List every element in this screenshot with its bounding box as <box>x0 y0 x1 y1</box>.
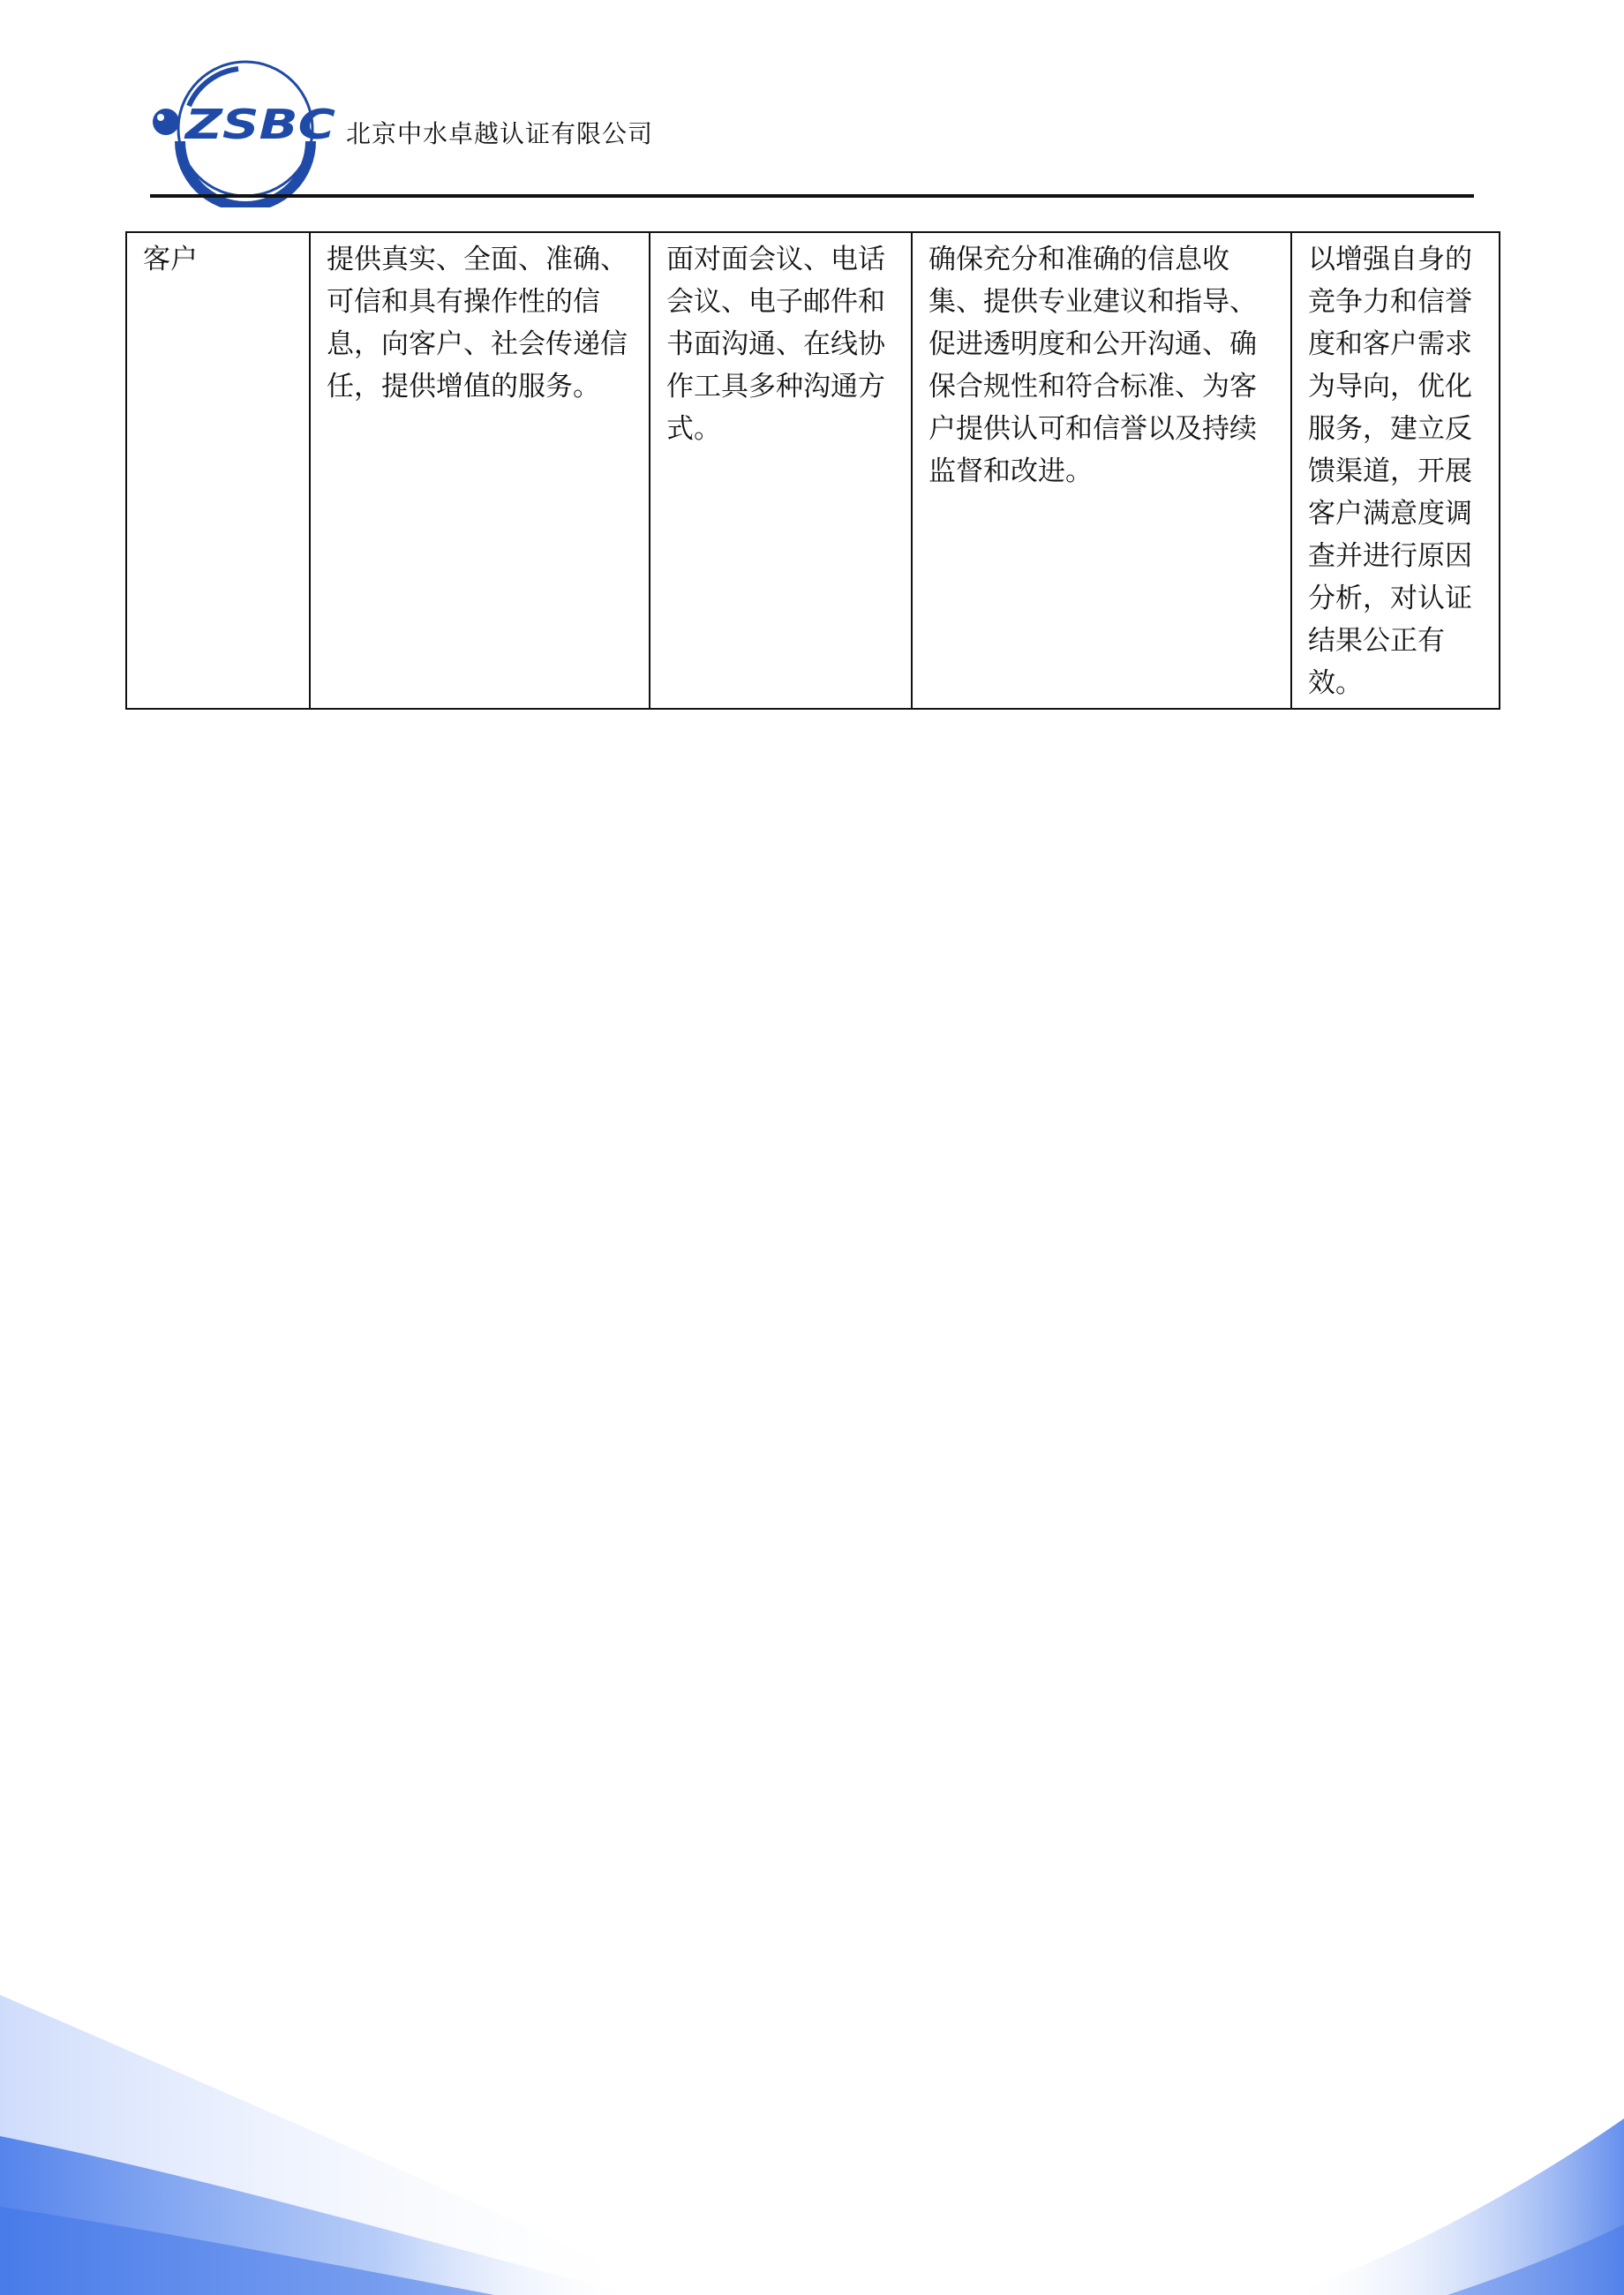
stakeholder-table <box>125 231 1500 710</box>
table-cell-requirement: 提供真实、全面、准确、可信和具有操作性的信息，向客户、社会传递信任，提供增值的服务。 <box>310 232 650 709</box>
logo-text: ZSBC <box>183 101 335 148</box>
company-name: 北京中水卓越认证有限公司 <box>346 119 654 148</box>
table-cell-response: 以增强自身的竞争力和信誉度和客户需求为导向，优化服务，建立反馈渠道，开展客户满意度调查并进行原因分析，对认证结果公正有效。 <box>1291 232 1500 709</box>
table-row <box>126 232 1500 709</box>
zsbc-logo <box>150 53 335 207</box>
table-cell-stakeholder: 客户 <box>126 232 310 709</box>
page-header <box>150 18 1474 194</box>
table-cell-expectation: 确保充分和准确的信息收集、提供专业建议和指导、促进透明度和公开沟通、确保合规性和符合标准、为客户提供认可和信誉以及持续监督和改进。 <box>912 232 1291 709</box>
table-cell-communication: 面对面会议、电话会议、电子邮件和书面沟通、在线协作工具多种沟通方式。 <box>650 232 912 709</box>
header-divider <box>150 194 1474 198</box>
decorative-wave-footer <box>0 1889 1624 2295</box>
